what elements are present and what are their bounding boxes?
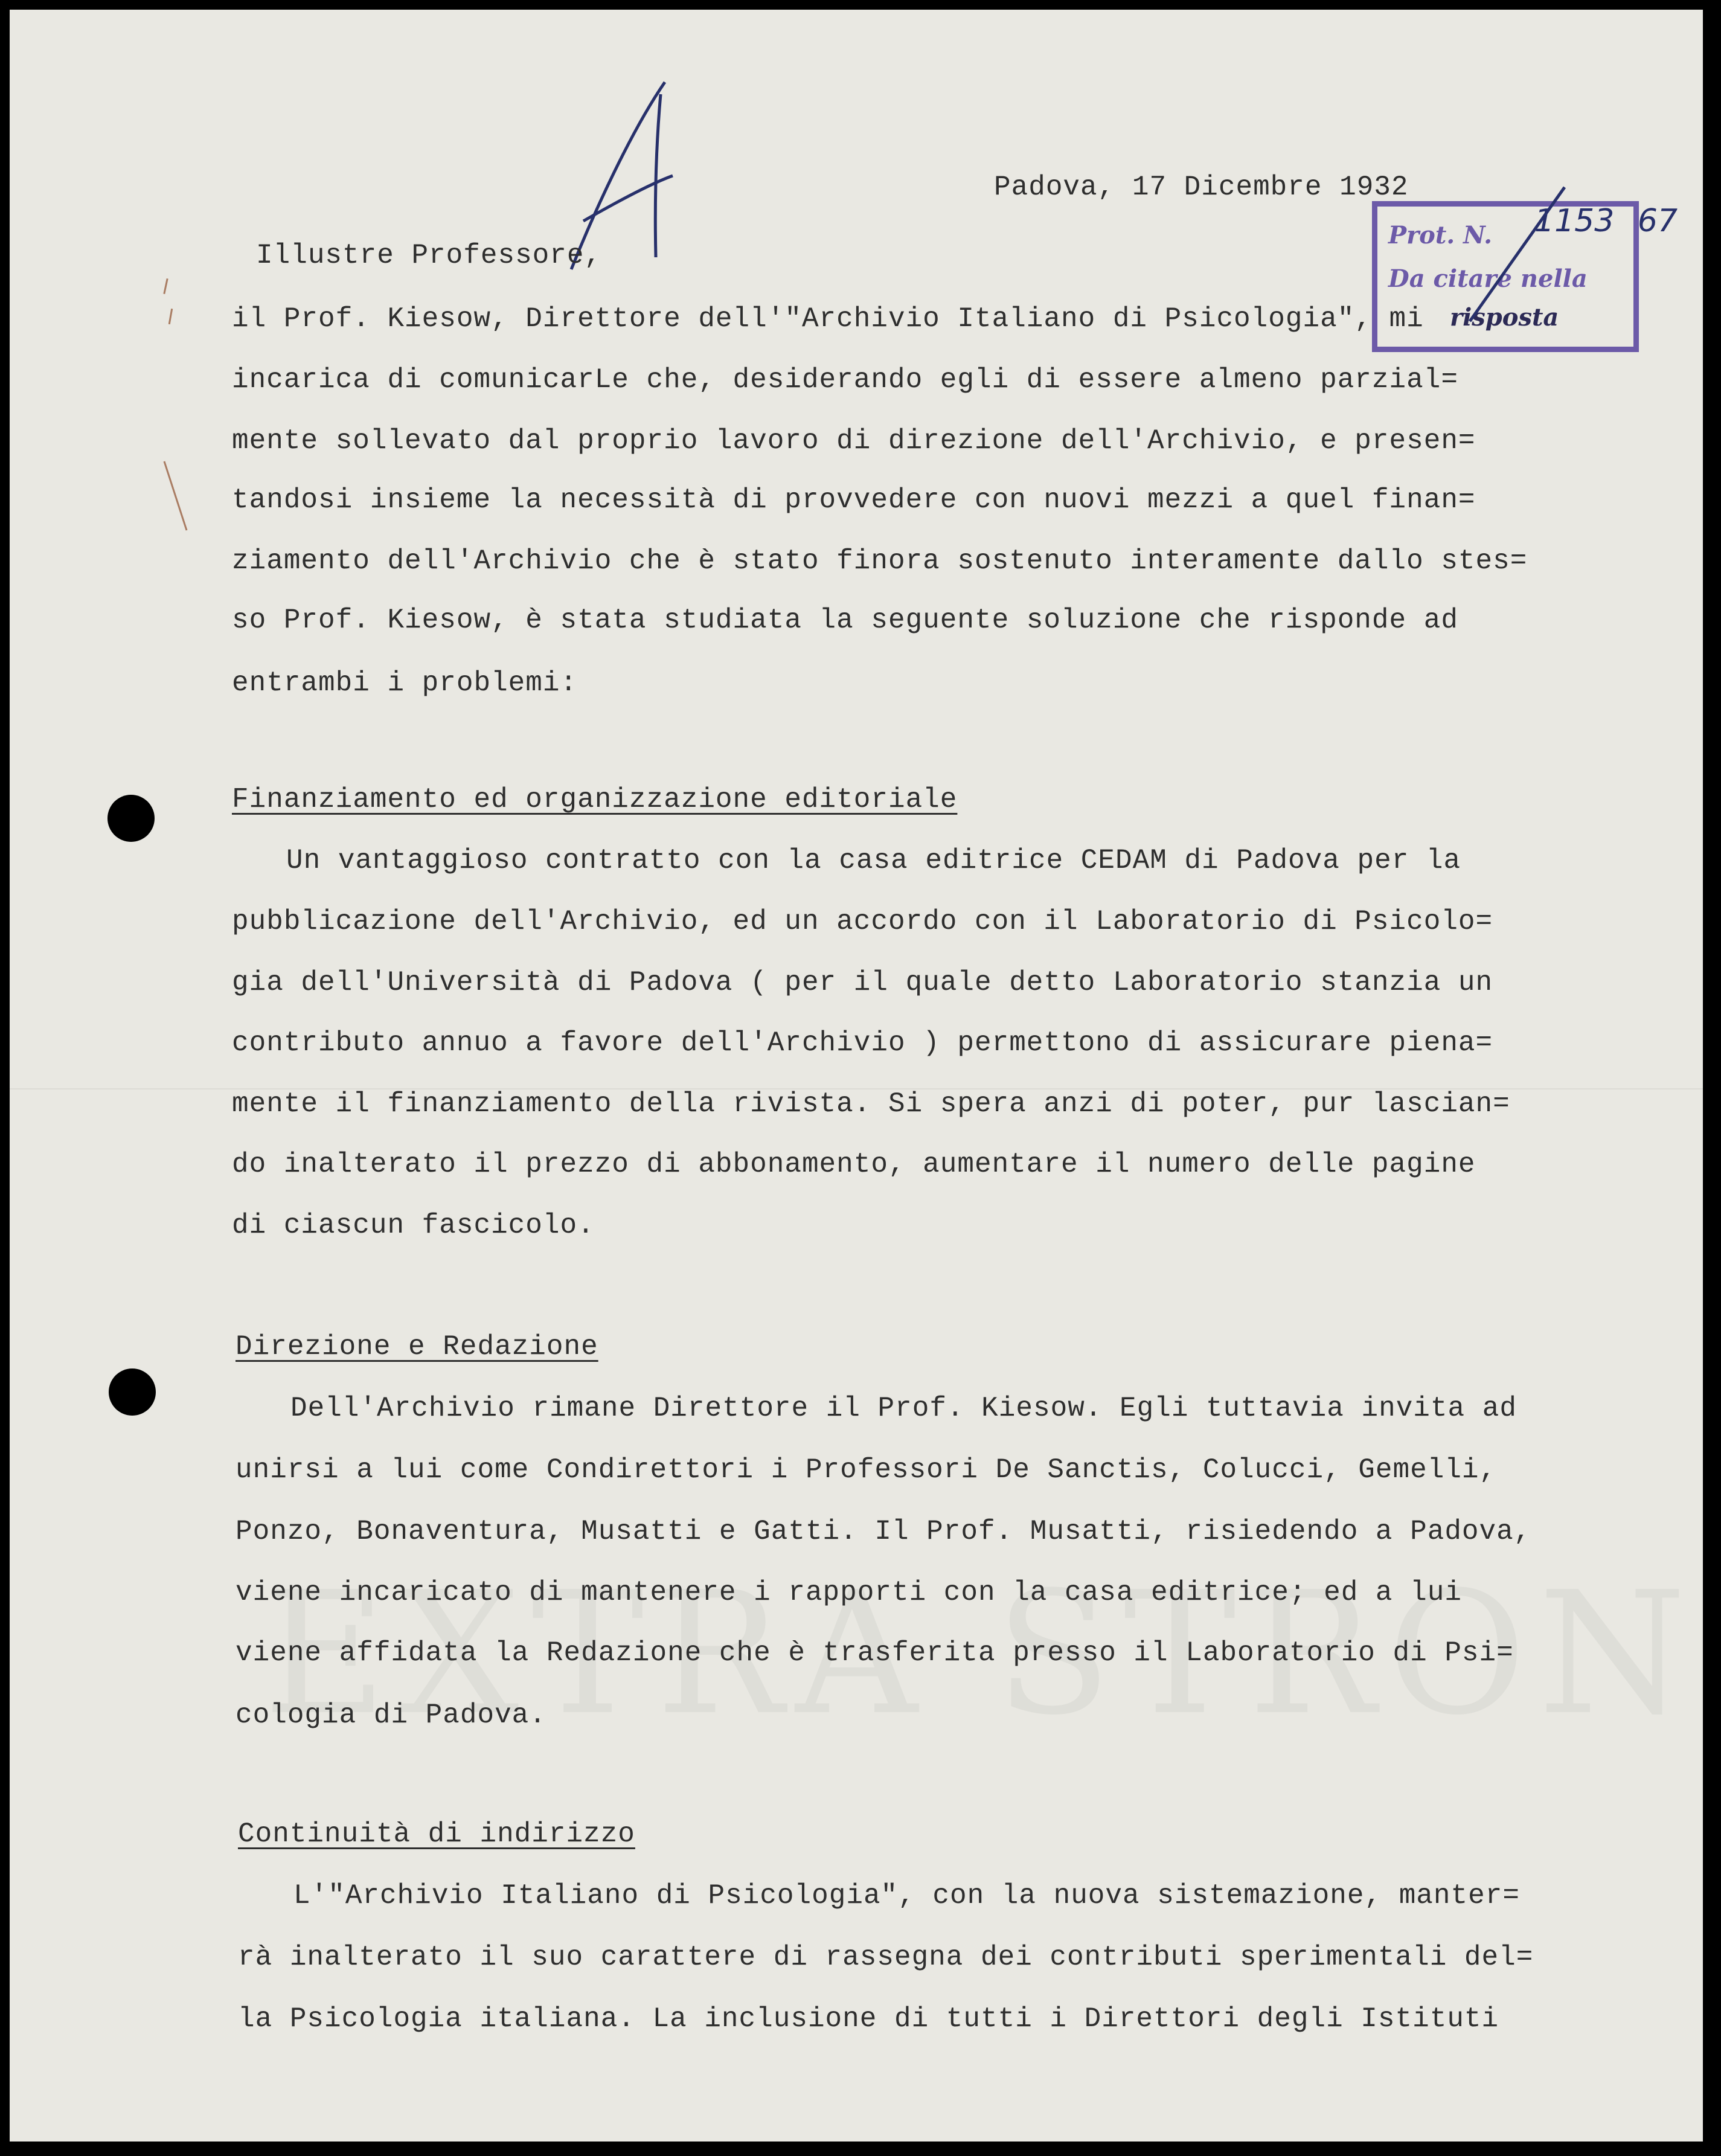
text-line: di ciascun fascicolo.: [232, 1210, 595, 1241]
text-line: gia dell'Università di Padova ( per il quale detto Laboratorio stanzia un: [232, 967, 1493, 998]
protocol-suffix: 67: [1637, 203, 1678, 239]
text-line: ziamento dell'Archivio che è stato finora sostenuto interamente dallo stes=: [232, 545, 1528, 577]
text-line: mente sollevato dal proprio lavoro di direzione dell'Archivio, e presen=: [232, 425, 1476, 457]
place-date: Padova, 17 Dicembre 1932: [994, 172, 1409, 203]
section-heading: Direzione e Redazione: [236, 1331, 598, 1362]
text-line: viene incaricato di mantenere i rapporti con la casa editrice; ed a lui: [236, 1577, 1462, 1608]
text-line: unirsi a lui come Condirettori i Professori De Sanctis, Colucci, Gemelli,: [236, 1454, 1497, 1486]
letter-page: [10, 10, 1703, 2142]
punch-hole: [109, 1368, 156, 1416]
section-heading: Finanziamento ed organizzazione editoriale: [232, 784, 958, 815]
text-line: la Psicologia italiana. La inclusione di tutti i Direttori degli Istituti: [238, 2003, 1499, 2035]
text-line: Dell'Archivio rimane Direttore il Prof. Kiesow. Egli tuttavia invita ad: [290, 1393, 1517, 1424]
text-line: rà inalterato il suo carattere di rassegna dei contributi sperimentali del=: [238, 1942, 1534, 1973]
stamp-protocol-label: Prot. N.: [1388, 221, 1493, 249]
punch-hole: [107, 795, 155, 842]
text-line: so Prof. Kiesow, è stata studiata la seguente soluzione che risponde ad: [232, 605, 1458, 636]
margin-mark: [168, 309, 173, 324]
margin-mark: [163, 278, 168, 294]
text-line: cologia di Padova.: [236, 1699, 546, 1731]
section-heading: Continuità di indirizzo: [238, 1818, 635, 1850]
text-line: Un vantaggioso contratto con la casa editrice CEDAM di Padova per la: [286, 845, 1461, 876]
protocol-number-value: 1153: [1534, 203, 1615, 239]
text-line: il Prof. Kiesow, Direttore dell'"Archivio Italiano di Psicologia", mi: [232, 303, 1424, 335]
text-line: L'"Archivio Italiano di Psicologia", con la nuova sistemazione, manter=: [293, 1880, 1520, 1911]
text-line: mente il finanziamento della rivista. Si spera anzi di poter, pur lascian=: [232, 1088, 1510, 1120]
margin-mark: [164, 461, 188, 530]
salutation: Illustre Professore,: [256, 240, 602, 271]
text-line: contributo annuo a favore dell'Archivio ) permettono di assicurare piena=: [232, 1027, 1493, 1059]
text-line: pubblicazione dell'Archivio, ed un accordo con il Laboratorio di Psicolo=: [232, 906, 1493, 937]
text-line: do inalterato il prezzo di abbonamento, aumentare il numero delle pagine: [232, 1149, 1476, 1180]
stamp-cite-label: Da citare nella: [1388, 265, 1588, 293]
stamp-reply-label: risposta: [1450, 303, 1559, 332]
text-line: entrambi i problemi:: [232, 667, 578, 699]
text-line: viene affidata la Redazione che è trasferita presso il Laboratorio di Psi=: [236, 1637, 1514, 1669]
text-line: tandosi insieme la necessità di provvedere con nuovi mezzi a quel finan=: [232, 484, 1476, 516]
text-line: Ponzo, Bonaventura, Musatti e Gatti. Il Prof. Musatti, risiedendo a Padova,: [236, 1516, 1531, 1547]
text-line: incarica di comunicarLe che, desiderando egli di essere almeno parzial=: [232, 364, 1458, 396]
pen-slash-icon: [1465, 185, 1568, 324]
